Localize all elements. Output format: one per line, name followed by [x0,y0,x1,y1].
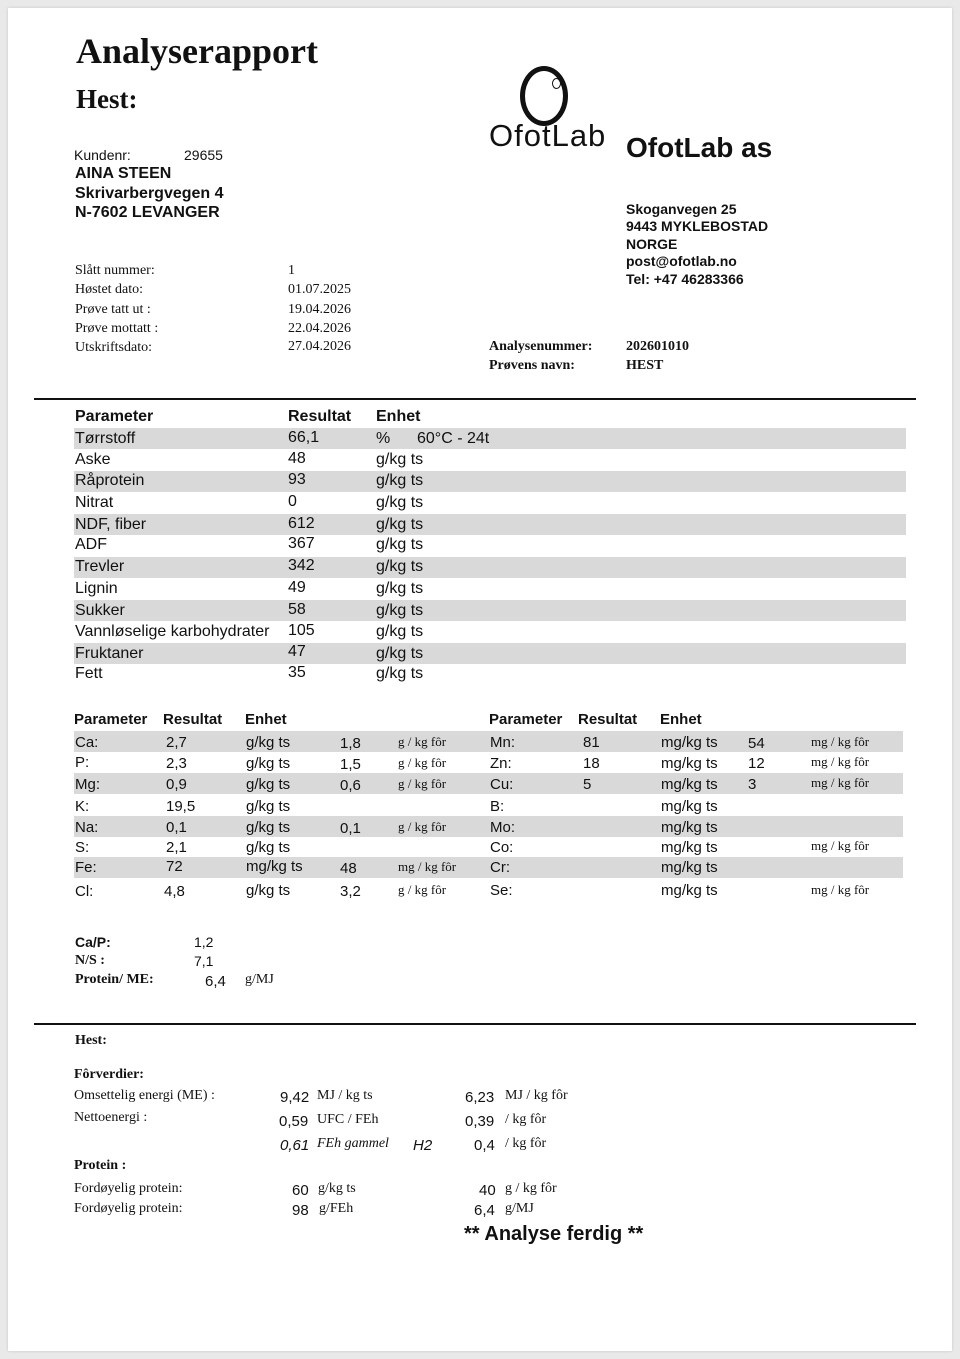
mineral-unit: mg/kg ts [661,839,718,856]
table-cell-note: 60°C - 24t [417,430,490,447]
table-cell-result: 93 [288,471,306,488]
mineral-unit: mg/kg ts [661,734,718,751]
protein-heading: Protein : [74,1158,127,1173]
table-cell-unit: g/kg ts [376,623,424,640]
mineral-feed-unit: g / kg fôr [398,776,447,791]
feed-section-title: Hest: [75,1033,107,1048]
column-header-parameter: Parameter [489,711,563,728]
row-shading [74,731,903,752]
mineral-parameter: Mo: [490,819,516,836]
mineral-parameter: Fe: [75,859,97,876]
mineral-unit: mg/kg ts [661,819,718,836]
mineral-unit: mg/kg ts [661,755,718,772]
table-cell-result: 612 [288,515,315,532]
mineral-result: 18 [583,755,600,772]
table-cell-unit: g/kg ts [376,494,424,511]
mineral-parameter: Cr: [490,859,510,876]
netto-value: 0,59 [279,1113,309,1130]
me-feed-unit: MJ / kg fôr [505,1088,568,1103]
fordoyelig-protein-feed-unit: g/MJ [505,1201,534,1216]
fordoyelig-protein-feed-unit: g / kg fôr [505,1181,557,1196]
ca-p-value: 1,2 [194,934,214,950]
column-header-parameter: Parameter [74,711,148,728]
mineral-unit: g/kg ts [246,755,291,772]
mineral-parameter: Cu: [490,776,514,793]
mineral-feed-unit: mg / kg fôr [398,859,457,874]
mineral-parameter: B: [490,798,505,815]
row-shading [74,428,906,449]
mineral-parameter: Mg: [75,776,101,793]
me-unit: MJ / kg ts [317,1088,373,1103]
customer-name: AINA STEEN [75,165,172,182]
mineral-unit: g/kg ts [246,839,291,856]
mineral-feed-value: 0,1 [340,820,361,837]
mineral-parameter: Mn: [490,734,516,751]
mineral-feed-value: 48 [340,860,357,877]
mineral-unit: g/kg ts [246,882,291,899]
table-cell-parameter: NDF, fiber [75,516,147,533]
table-cell-parameter: Tørrstoff [75,430,136,447]
mineral-parameter: Cl: [75,883,94,900]
report-title: Analyserapport [76,31,318,71]
mineral-parameter: Se: [490,882,513,899]
column-header-parameter: Parameter [75,408,154,425]
mineral-feed-unit: mg / kg fôr [811,775,870,790]
table-cell-parameter: Sukker [75,602,125,619]
divider [34,1023,916,1025]
mineral-result: 2,7 [166,734,187,751]
column-header-enhet: Enhet [660,711,702,728]
feh-gammel-feed-unit: / kg fôr [505,1136,547,1151]
forverdier-heading: Fôrverdier: [74,1067,144,1082]
mineral-result: 0,9 [166,776,187,793]
report-page [8,8,952,1351]
netto-feed-unit: / kg fôr [505,1112,547,1127]
row-shading [74,643,906,664]
mineral-result: 19,5 [166,798,196,815]
fordoyelig-protein-unit: g/FEh [319,1201,354,1216]
table-cell-parameter: Fruktaner [75,645,144,662]
table-cell-unit: g/kg ts [376,602,424,619]
protein-me-value: 6,4 [205,973,226,990]
mineral-result: 2,1 [166,839,187,856]
customer-address-line1: Skrivarbergvegen 4 [75,185,224,202]
fordoyelig-protein-value: 98 [292,1202,309,1219]
mineral-unit: mg/kg ts [246,858,303,875]
table-cell-unit: g/kg ts [376,451,424,468]
sample-value: 1 [288,263,295,278]
row-shading [74,773,903,794]
fordoyelig-protein-label: Fordøyelig protein: [74,1201,183,1216]
column-header-enhet: Enhet [245,711,287,728]
table-cell-unit: g/kg ts [376,558,424,575]
company-country: NORGE [626,236,678,252]
netto-unit: UFC / FEh [317,1112,379,1127]
mineral-parameter: S: [75,839,90,856]
divider [34,398,916,400]
feh-gammel-feed-value: 0,4 [474,1137,495,1154]
mineral-parameter: Ca: [75,734,99,751]
n-s-value: 7,1 [194,953,214,969]
mineral-feed-value: 12 [748,755,765,772]
company-email: post@ofotlab.no [626,253,737,269]
analysis-status: ** Analyse ferdig ** [464,1223,644,1245]
mineral-feed-unit: g / kg fôr [398,755,447,770]
mineral-parameter: Zn: [490,755,512,772]
h2-label: H2 [413,1137,433,1154]
protein-me-label: Protein/ ME: [75,972,154,987]
row-shading [74,600,906,621]
fordoyelig-protein-label: Fordøyelig protein: [74,1181,183,1196]
mineral-unit: mg/kg ts [661,798,718,815]
column-header-resultat: Resultat [288,408,352,425]
kundenr-label: Kundenr: [74,147,131,163]
column-header-enhet: Enhet [376,408,421,425]
fordoyelig-protein-unit: g/kg ts [318,1181,356,1196]
row-shading [74,857,903,878]
table-cell-unit: g/kg ts [376,645,424,662]
column-header-resultat: Resultat [163,711,223,728]
mineral-unit: mg/kg ts [661,859,718,876]
logo-small-ring-icon [552,78,561,89]
mineral-feed-value: 3,2 [340,883,361,900]
table-cell-result: 367 [288,535,315,552]
table-cell-unit: % [376,430,391,447]
mineral-feed-unit: g / kg fôr [398,734,447,749]
provens-navn-label: Prøvens navn: [489,358,575,373]
report-subtitle: Hest: [76,84,138,114]
table-cell-unit: g/kg ts [376,516,424,533]
mineral-feed-value: 54 [748,735,765,752]
n-s-label: N/S : [75,953,105,968]
fordoyelig-protein-feed-value: 40 [479,1182,496,1199]
sample-label: Utskriftsdato: [75,340,152,355]
company-address-line2: 9443 MYKLEBOSTAD [626,218,769,234]
provens-navn-value: HEST [626,358,664,373]
sample-value: 27.04.2026 [288,339,351,354]
mineral-unit: g/kg ts [246,798,291,815]
sample-label: Prøve mottatt : [75,321,159,336]
analysenummer-label: Analysenummer: [489,339,593,354]
table-cell-result: 0 [288,493,297,510]
table-cell-result: 35 [288,664,306,681]
table-cell-unit: g/kg ts [376,665,424,682]
table-cell-unit: g/kg ts [376,536,424,553]
logo-text: OfotLab [489,118,607,153]
mineral-unit: g/kg ts [246,776,291,793]
mineral-feed-unit: mg / kg fôr [811,754,870,769]
me-value: 9,42 [280,1089,310,1106]
table-cell-result: 105 [288,622,315,639]
protein-me-unit: g/MJ [245,972,274,987]
table-cell-unit: g/kg ts [376,580,424,597]
table-cell-result: 58 [288,601,306,618]
logo-ring-icon [520,66,568,126]
mineral-parameter: Na: [75,819,99,836]
row-shading [74,816,903,837]
table-cell-parameter: Nitrat [75,494,114,511]
mineral-unit: g/kg ts [246,819,291,836]
mineral-unit: mg/kg ts [661,776,718,793]
me-label: Omsettelig energi (ME) : [74,1088,215,1103]
table-cell-parameter: Fett [75,665,103,682]
sample-value: 19.04.2026 [288,302,351,317]
mineral-feed-value: 1,8 [340,735,361,752]
mineral-result: 72 [166,858,183,875]
table-cell-parameter: Lignin [75,580,118,597]
mineral-feed-unit: g / kg fôr [398,882,447,897]
sample-label: Prøve tatt ut : [75,302,151,317]
row-shading [74,471,906,492]
table-cell-parameter: Råprotein [75,472,145,489]
mineral-feed-value: 0,6 [340,777,361,794]
mineral-feed-unit: g / kg fôr [398,819,447,834]
mineral-result: 81 [583,734,600,751]
mineral-feed-unit: mg / kg fôr [811,838,870,853]
company-address-line1: Skoganvegen 25 [626,201,737,217]
sample-value: 01.07.2025 [288,282,351,297]
sample-value: 22.04.2026 [288,321,351,336]
netto-label: Nettoenergi : [74,1110,148,1125]
mineral-feed-value: 1,5 [340,756,361,773]
mineral-parameter: K: [75,798,90,815]
table-cell-parameter: Aske [75,451,111,468]
mineral-result: 5 [583,776,592,793]
mineral-feed-unit: mg / kg fôr [811,882,870,897]
table-cell-parameter: Trevler [75,558,125,575]
table-cell-result: 48 [288,450,306,467]
mineral-parameter: Co: [490,839,514,856]
mineral-unit: mg/kg ts [661,882,718,899]
table-cell-result: 66,1 [288,429,320,446]
fordoyelig-protein-value: 60 [292,1182,309,1199]
analysenummer-value: 202601010 [626,339,689,354]
kundenr-value: 29655 [184,147,223,163]
table-cell-unit: g/kg ts [376,472,424,489]
company-name: OfotLab as [626,132,773,163]
fordoyelig-protein-feed-value: 6,4 [474,1202,495,1219]
sample-label: Høstet dato: [75,282,144,297]
mineral-result: 4,8 [164,883,185,900]
table-cell-parameter: Vannløselige karbohydrater [75,623,270,640]
row-shading [74,514,906,535]
sample-label: Slått nummer: [75,263,155,278]
ca-p-label: Ca/P: [75,934,111,950]
table-cell-result: 47 [288,643,306,660]
mineral-unit: g/kg ts [246,734,291,751]
feh-gammel-unit: FEh gammel [317,1136,389,1151]
mineral-result: 0,1 [166,819,187,836]
mineral-result: 2,3 [166,755,187,772]
customer-address-line2: N-7602 LEVANGER [75,204,220,221]
mineral-parameter: P: [75,754,90,771]
mineral-feed-value: 3 [748,776,757,793]
table-cell-parameter: ADF [75,536,107,553]
table-cell-result: 342 [288,557,315,574]
row-shading [74,557,906,578]
mineral-feed-unit: mg / kg fôr [811,734,870,749]
company-phone: Tel: +47 46283366 [626,271,744,287]
table-cell-result: 49 [288,579,306,596]
column-header-resultat: Resultat [578,711,638,728]
feh-gammel-value: 0,61 [280,1137,310,1154]
me-feed-value: 6,23 [465,1089,495,1106]
netto-feed-value: 0,39 [465,1113,495,1130]
